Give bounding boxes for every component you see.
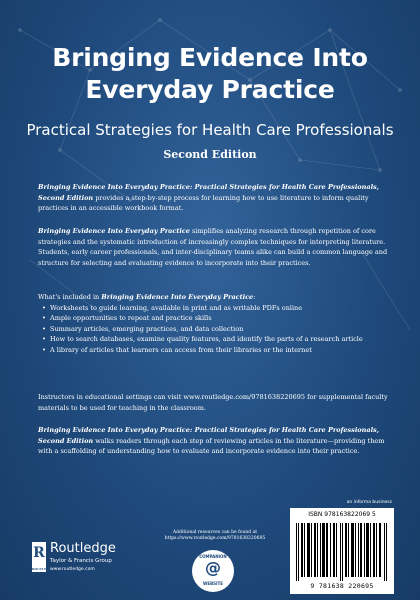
at-sign-icon: @ bbox=[205, 558, 221, 577]
book-title bbox=[10, 42, 410, 106]
book-subtitle: Practical Strategies for Health Care Professionals bbox=[26, 121, 394, 139]
features-lead: What's included in bbox=[38, 293, 102, 301]
resource-url: www.routledge.com/9781638220695 bbox=[183, 393, 306, 401]
book-title-ref: Bringing Evidence Into Everyday Practice: Practical Strategies for Health Care Professionals, Second Edition bbox=[38, 426, 379, 445]
isbn-label: ISBN 978163822069 5 bbox=[308, 511, 376, 518]
features-colon: : bbox=[253, 293, 256, 301]
description-paragraph-5 bbox=[38, 425, 398, 457]
book-title-ref: Bringing Evidence Into Everyday Practice bbox=[38, 227, 190, 235]
cover-footer bbox=[0, 500, 420, 600]
paragraph-text: simplifies analyzing research through repetition of core strategies and the systematic introduction of increasingly complex techniques for interpreting literature. Students, early career professionals, and inter-disciplinary teams alike can build a common language and structure for selecting and evaluating evidence to incorporate into their practices. bbox=[38, 227, 388, 267]
isbn-barcode bbox=[290, 508, 394, 594]
description-paragraph-2 bbox=[38, 226, 398, 268]
paragraph-text: Instructors in educational settings can visit bbox=[38, 393, 184, 401]
instructor-paragraph bbox=[38, 392, 398, 413]
list-item: • Ample opportunities to repeat and practice skills bbox=[50, 313, 398, 324]
companion-label: COMPANION bbox=[199, 554, 227, 559]
list-item: • A library of articles that learners can access from their libraries or the internet bbox=[50, 345, 398, 356]
list-item: • Summary articles, emerging practices, and data collection bbox=[50, 324, 398, 335]
paragraph-text: for supplemental faculty materials to be used for teaching in the classroom. bbox=[38, 393, 388, 412]
edition-label: Second Edition bbox=[163, 148, 257, 161]
book-title-line2: Everyday Practice bbox=[85, 75, 335, 104]
r-icon-caption: ROUTLEDGE bbox=[32, 567, 54, 571]
additional-resources-note bbox=[160, 530, 270, 542]
list-item: • How to search databases, examine quality features, and identify the parts of a research article bbox=[50, 334, 398, 345]
barcode-bars bbox=[296, 523, 388, 581]
resource-note-line2: https://www.routledge.com/9781638220695 bbox=[164, 536, 266, 541]
paragraph-text: provides a step-by-step process for learning how to use literature to inform quality practices in an accessible workbook format. bbox=[38, 193, 369, 212]
book-title-ref: Bringing Evidence Into Everyday Practice bbox=[101, 293, 254, 301]
features-section bbox=[38, 292, 398, 355]
book-title-ref: Bringing Evidence Into Everyday Practice: Practical Strategies for Health Care Professionals, Second Edition bbox=[38, 183, 379, 202]
publisher-logo bbox=[32, 540, 142, 580]
companion-website-badge-icon bbox=[192, 550, 234, 592]
informa-tagline: an informa business bbox=[346, 500, 392, 505]
resource-note-line1: Additional resources can be found at bbox=[172, 530, 258, 535]
barcode-digits: 9 781638 220695 bbox=[310, 582, 374, 590]
publisher-url: www.routledge.com bbox=[50, 567, 95, 572]
book-title-line1: Bringing Evidence Into bbox=[52, 43, 368, 72]
description-paragraph-1 bbox=[38, 182, 398, 214]
publisher-name: Routledge bbox=[50, 541, 116, 556]
publisher-group: Taylor & Francis Group bbox=[50, 558, 112, 564]
website-label: WEBSITE bbox=[202, 581, 224, 586]
routledge-r-icon: R ROUTLEDGE bbox=[32, 542, 46, 572]
paragraph-text: walks readers through each step of reviewing articles in the literature—providing them with a scaffolding of understanding how to evaluate and incorporate evidence into their practice. bbox=[38, 436, 385, 455]
features-list bbox=[38, 303, 398, 356]
list-item: • Worksheets to guide learning, available in print and as writable PDFs online bbox=[50, 303, 398, 314]
